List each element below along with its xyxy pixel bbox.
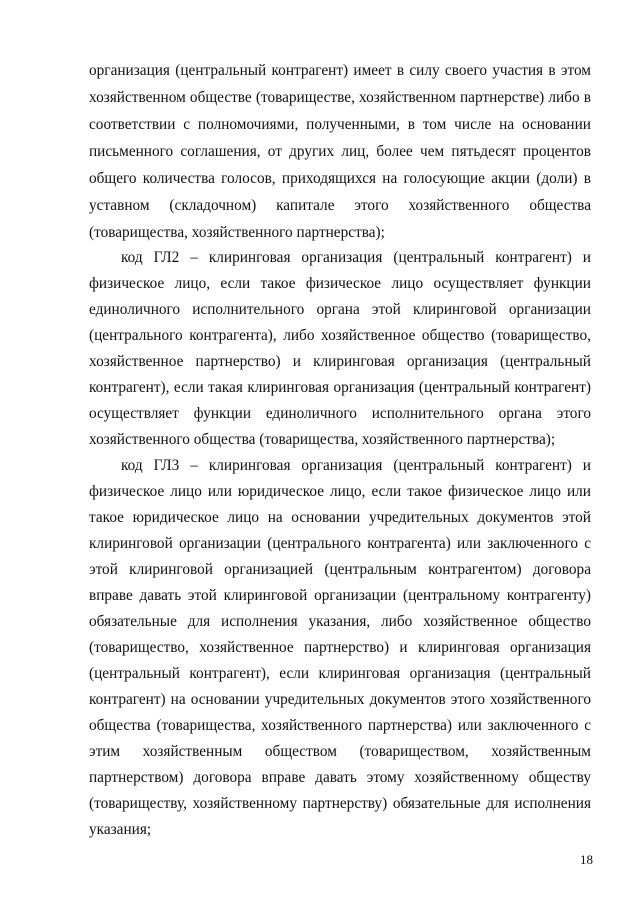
text-line: код ГЛ3 – клиринговая организация (центральный контрагент) и [121,457,591,474]
text-line: контрагент) на основании учредительных документов этого хозяйственного [89,691,591,708]
text-line: (товариществу, хозяйственному партнерству) обязательные для исполнения [89,795,591,812]
text-line: клиринговой организации (центрального контрагента) или заключенного с [89,535,591,552]
text-line: организация (центральный контрагент) имеет в силу своего участия в этом [89,62,591,79]
text-line: хозяйственном обществе (товариществе, хозяйственном партнерстве) либо в [89,89,591,106]
text-line: указания; [89,821,152,838]
text-line: (товарищества, хозяйственного партнерства); [89,224,385,241]
text-line: (центрального контрагента), либо хозяйственное общество (товарищество, [89,327,591,344]
text-line: осуществляет функции единоличного исполнительного органа этого [89,405,591,422]
text-line: (центральный контрагент), если клиринговая организация (центральный [89,665,591,682]
text-line: этим хозяйственным обществом (товариществом, хозяйственным [89,743,591,760]
text-line: хозяйственное партнерство) и клиринговая организация (центральный [89,353,591,370]
text-line: физическое лицо, если такое физическое лицо осуществляет функции [89,275,591,292]
text-line: (товарищество, хозяйственное партнерство) и клиринговая организация [89,639,591,656]
text-line: обязательные для исполнения указания, либо хозяйственное общество [89,613,591,630]
text-line: общества (товарищества, хозяйственного партнерства) или заключенного с [89,717,591,734]
text-line: код ГЛ2 – клиринговая организация (центральный контрагент) и [121,249,591,266]
text-line: хозяйственного общества (товарищества, хозяйственного партнерства); [89,431,556,448]
text-line: контрагент), если такая клиринговая организация (центральный контрагент) [89,379,591,396]
text-line: соответствии с полномочиями, полученными, в том числе на основании [89,116,591,133]
text-line: письменного соглашения, от других лиц, более чем пятьдесят процентов [89,143,591,160]
text-line: такое юридическое лицо на основании учредительных документов этой [89,509,591,526]
text-line: уставном (складочном) капитале этого хозяйственного общества [89,197,591,214]
text-line: этой клиринговой организацией (центральным контрагентом) договора [89,561,591,578]
text-line: единоличного исполнительного органа этой клиринговой организации [89,301,591,318]
text-line: физическое лицо или юридическое лицо, если такое физическое лицо или [89,483,591,500]
text-line: вправе давать этой клиринговой организации (центральному контрагенту) [89,587,591,604]
text-line: общего количества голосов, приходящихся на голосующие акции (доли) в [89,170,591,187]
page-number: 18 [580,852,593,867]
text-line: партнерством) договора вправе давать этому хозяйственному обществу [89,769,591,786]
